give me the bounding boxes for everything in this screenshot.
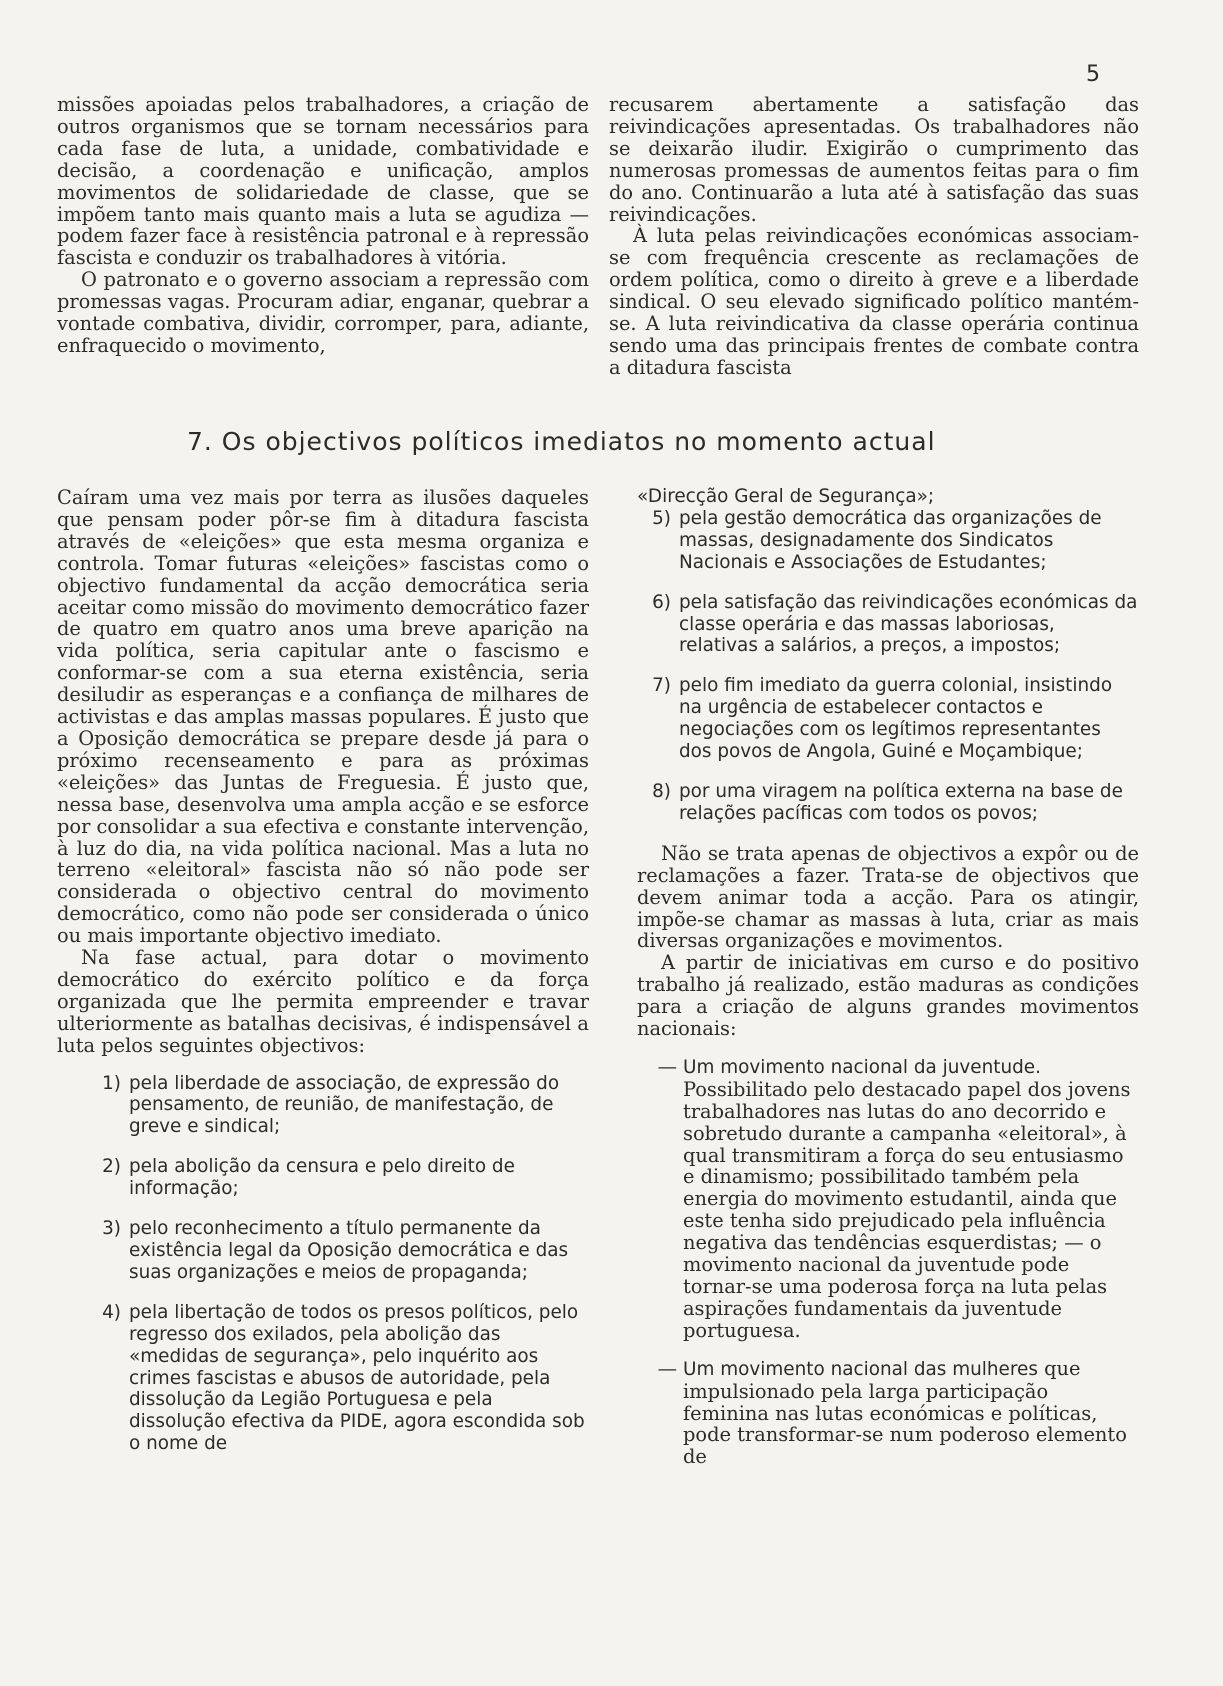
objective-text: pela libertação de todos os presos políticos, pelo regresso dos exilados, pela abolição das «medidas de segurança», pelo inquérito aos crimes fascistas e abusos de autoridade, pela dissolução da Legião Portuguesa e pela dissolução efectiva da PIDE, agora escondida sob o nome de — [129, 1301, 585, 1455]
objective-number: 3) — [102, 1218, 121, 1240]
objective-item — [637, 508, 1139, 574]
objective-text: por uma viragem na política externa na base de relações pacíficas com todos os povos; — [679, 780, 1123, 824]
objective-number: 4) — [102, 1301, 121, 1323]
objective-item — [57, 1302, 589, 1455]
movement-title: Um movimento nacional da juventude. — [683, 1056, 1041, 1078]
objective-continuation: «Direcção Geral de Segurança»; — [637, 486, 935, 507]
paragraph: À luta pelas reivindicações económicas associam-se com frequência crescente as reclamações de ordem política, como o direito à greve e a liberdade sindical. O seu elevado significado político mantém-se. A luta reivindicativa da classe operária continua sendo uma das principais frentes de combate contra a ditadura fascista — [609, 224, 1139, 379]
list-dash: — — [657, 1356, 677, 1380]
page-number: 5 — [1086, 62, 1100, 87]
movement-text — [683, 1056, 1139, 1342]
movement-text — [683, 1358, 1139, 1469]
objectives-list — [57, 1073, 589, 1456]
objective-item — [57, 1218, 589, 1284]
objective-text: pela abolição da censura e pelo direito de informação; — [129, 1156, 515, 1200]
objective-number: 6) — [652, 591, 671, 613]
objective-item — [637, 592, 1139, 658]
objective-number: 5) — [652, 507, 671, 529]
objective-text: pela satisfação das reivindicações económicas da classe operária e das massas laboriosas, relativas a salários, a preços, a impostos; — [679, 591, 1138, 657]
objective-text: pelo reconhecimento a título permanente da existência legal da Oposição democrática e das suas organizações e meios de propaganda; — [129, 1218, 569, 1283]
paragraph: Não se trata apenas de objectivos a expôr ou de reclamações a fazer. Trata-se de objectivos que devem animar toda a acção. Para os atingir, impõe-se chamar as massas à luta, criar as mais diversas organizações e movimentos. — [637, 841, 1139, 953]
movement-item — [637, 1358, 1139, 1469]
objective-number: 1) — [102, 1072, 121, 1094]
objective-item — [57, 1156, 589, 1200]
movement-title: Um movimento nacional das mulheres — [683, 1358, 1038, 1380]
paragraph: Caíram uma vez mais por terra as ilusões daqueles que pensam poder pôr-se fim à ditadura fascista através de «eleições» que esta mesma organiza e controla. Tomar futuras «eleições» fascistas como o objectivo fundamental da acção democrática seria aceitar como missão do movimento democrático fazer de quatro em quatro anos uma breve aparição na vida política, seria capitular ante o fascismo e conformar-se com a sua eterna existência, seria desiludir as esperanças e a confiança de milhares de activistas e das amplas massas populares. É justo que a Oposição democrática se prepare desde já para o próximo recenseamento e para as próximas «eleições» das Juntas de Freguesia. É justo que, nessa base, desenvolva uma ampla acção e se esforce por consolidar a sua efectiva e constante intervenção, à luz do dia, na vida política nacional. Mas a luta no terreno «eleitoral» fascista não só não pode ser considerada o objectivo central do movimento democrático, como não pode ser considerada o único ou mais importante objectivo imediato. — [57, 486, 589, 948]
movement-description: que impulsionado pela larga participação feminina nas lutas económicas e políticas, pode transformar-se num poderoso elemento de — [683, 1356, 1127, 1469]
section-heading: 7. Os objectivos políticos imediatos no momento actual — [187, 427, 936, 456]
objective-number: 2) — [102, 1156, 121, 1178]
paragraph: Na fase actual, para dotar o movimento democrático do exército político e da força organizada que lhe permita empreender e travar ulteriormente as batalhas decisivas, é indispensável a luta pelos seguintes objectivos: — [57, 946, 589, 1057]
list-dash: — — [657, 1054, 677, 1078]
top-right-column — [609, 94, 1139, 379]
top-left-column — [57, 94, 589, 357]
objective-text: pela gestão democrática das organizações de massas, designadamente dos Sindicatos Nacionais e Associações de Estudantes; — [679, 507, 1102, 573]
bottom-left-column — [57, 487, 589, 1473]
paragraph: O patronato e o governo associam a repressão com promessas vagas. Procuram adiar, enganar, quebrar a vontade combativa, dividir, corromper, para, adiante, enfraquecido o movimento, — [57, 268, 589, 357]
objective-number: 7) — [652, 675, 671, 697]
objective-item — [637, 675, 1139, 763]
objective-item — [57, 1073, 589, 1139]
objective-number: 8) — [652, 780, 671, 802]
bottom-right-column — [637, 486, 1139, 1468]
paragraph: recusarem abertamente a satisfação das reivindicações apresentadas. Os trabalhadores não se deixarão iludir. Exigirão o cumprimento das numerosas promessas de aumentos feitas para o fim do ano. Continuarão a luta até à satisfação das suas reivindicações. — [609, 93, 1139, 226]
objective-text: pela liberdade de associação, de expressão do pensamento, de reunião, de manifestação, de greve e sindical; — [129, 1072, 560, 1138]
movement-description: Possibilitado pelo destacado papel dos jovens trabalhadores nas lutas do ano decorrido e sobretudo durante a campanha «eleitoral», à qual transmitiram a força do seu entusiasmo e dinamismo; possibilitado também pela energia do movimento estudantil, ainda que este tenha sido prejudicado pela influência negativa das tendências esquerdistas; — o movimento nacional da juventude pode tornar-se uma poderosa força na luta pelas aspirações fundamentais da juventude portuguesa. — [683, 1077, 1131, 1342]
objective-text: pelo fim imediato da guerra colonial, insistindo na urgência de estabelecer contactos e negociações com os legítimos representantes dos povos de Angola, Guiné e Moçambique; — [679, 675, 1113, 763]
paragraph: missões apoiadas pelos trabalhadores, a criação de outros organismos que se tornam necessários para cada fase de luta, a unidade, combatividade e decisão, a coordenação e unificação, amplos movimentos de solidariedade de classe, que se impõem tanto mais quanto mais a luta se agudiza — podem fazer face à resistência patronal e à repressão fascista e conduzir os trabalhadores à vitória. — [57, 93, 589, 270]
movement-item — [637, 1056, 1139, 1342]
objective-item — [637, 781, 1139, 825]
paragraph: A partir de iniciativas em curso e do positivo trabalho já realizado, estão maduras as condições para a criação de alguns grandes movimentos nacionais: — [637, 951, 1139, 1041]
